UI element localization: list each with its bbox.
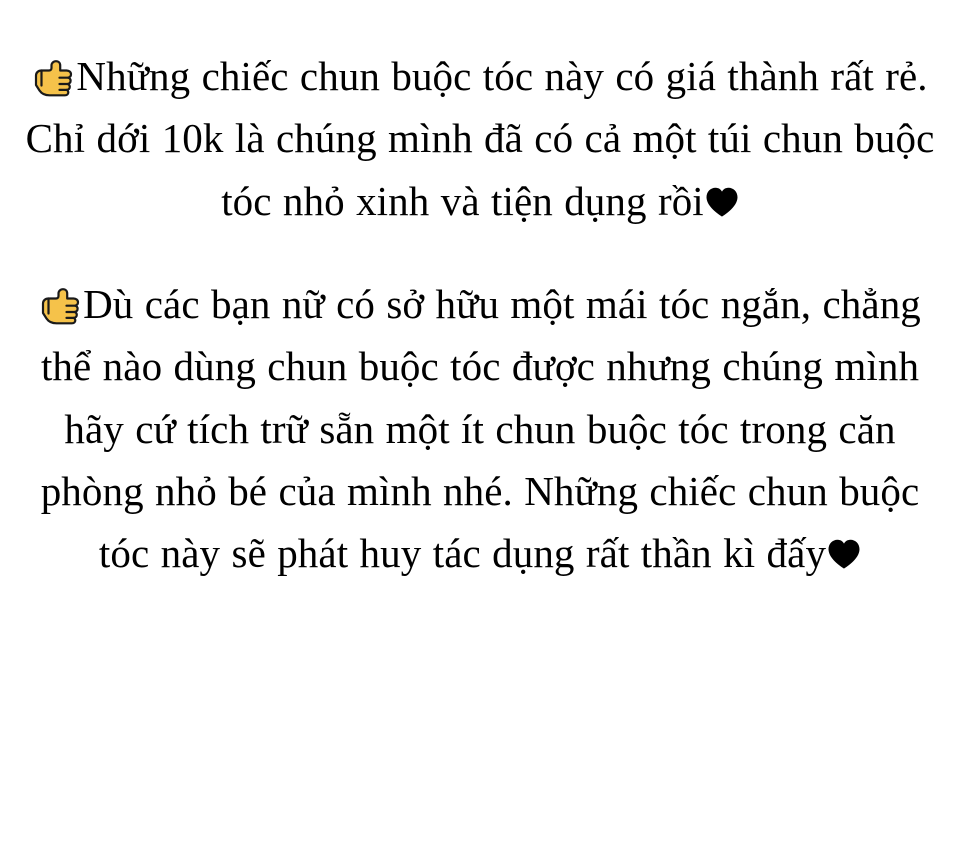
pointing-right-hand-icon xyxy=(32,52,78,90)
paragraph-1 xyxy=(14,45,946,232)
pointing-right-hand-icon xyxy=(39,280,85,318)
paragraph-2 xyxy=(14,273,946,585)
paragraph-1-text: Những chiếc chun buộc tóc này có giá thành rất rẻ. Chỉ dới 10k là chúng mình đã có cả một túi chun buộc tóc nhỏ xinh và tiện dụng rồi xyxy=(25,53,935,224)
paragraph-2-text: Dù các bạn nữ có sở hữu một mái tóc ngắn, chẳng thể nào dùng chun buộc tóc được nhưng chúng mình hãy cứ tích trữ sẵn một ít chun buộc tóc trong căn phòng nhỏ bé của mình nhé. Những chiếc chun buộc tóc này sẽ phát huy tác dụng rất thần kì đấy xyxy=(40,280,921,577)
black-heart-icon xyxy=(705,173,739,205)
black-heart-icon xyxy=(827,525,861,557)
